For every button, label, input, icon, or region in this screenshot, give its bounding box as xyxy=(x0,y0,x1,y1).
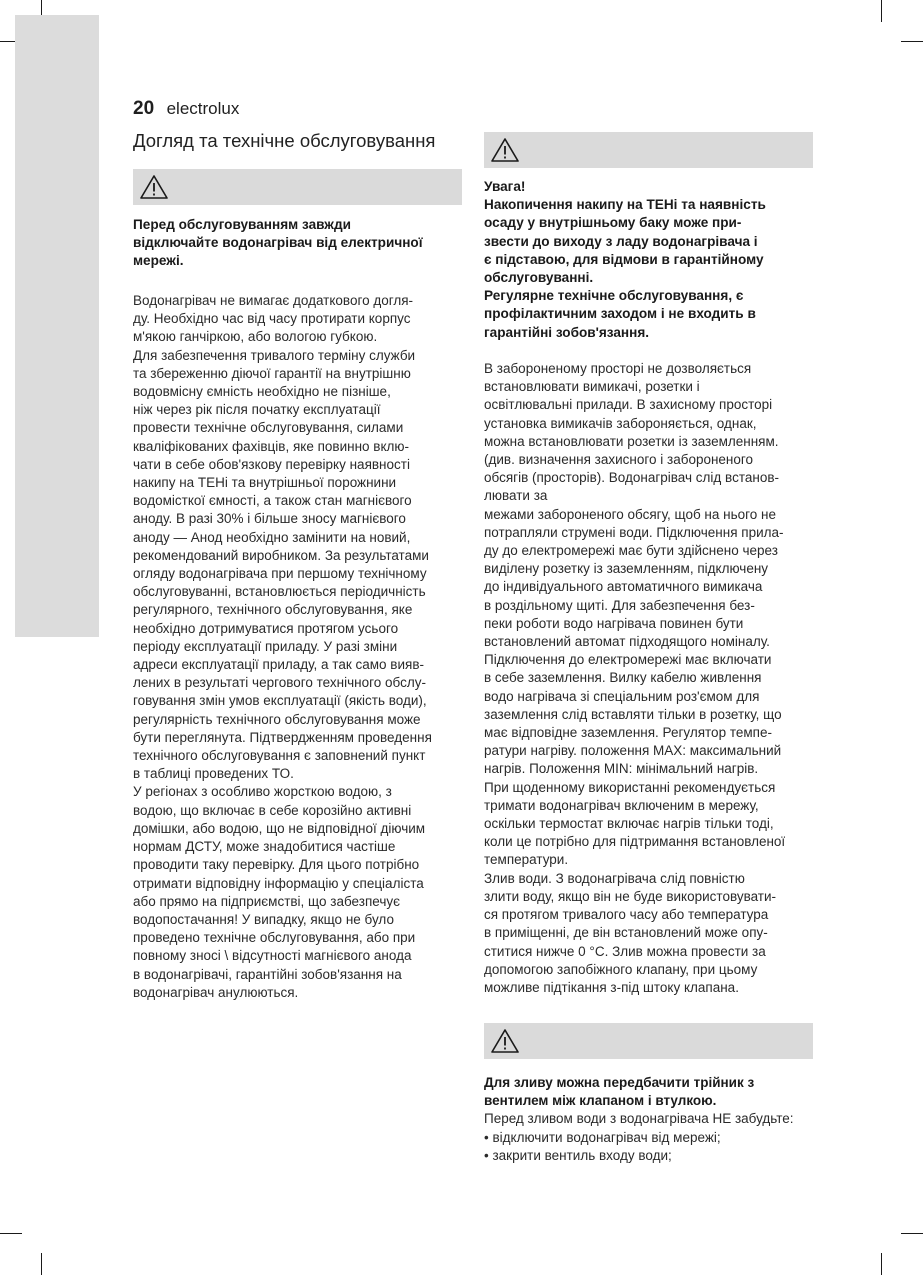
drain-step-line: Перед зливом води з водонагрівача НЕ забудьте: xyxy=(484,1111,794,1127)
warning-line: Увага! xyxy=(484,179,526,194)
body-line: водо нагрівача зі спеціальним роз'ємом для xyxy=(484,688,760,704)
body-line: тримати водонагрівач включеним в мережу, xyxy=(484,797,759,813)
body-line: Водонагрівач не вимагає додаткового догля- xyxy=(133,293,414,308)
body-line: отримати відповідну інформацію у спеціаліста xyxy=(133,875,424,891)
section-title: Догляд та технічне обслуговування xyxy=(133,130,436,151)
body-line: необхідно дотримуватися протягом усього xyxy=(133,620,399,636)
warning-triangle-icon xyxy=(490,136,520,164)
warning-line: є підставою, для відмови в гарантійному xyxy=(484,251,764,267)
warning-text-right-1 xyxy=(484,178,814,342)
body-line: проводити таку перевірку. Для цього потрібно xyxy=(133,857,420,873)
body-line: провести технічне обслуговування, силами xyxy=(133,420,404,436)
maintenance-body-text xyxy=(133,292,432,1002)
warning-line: профілактичним заходом і не входить в xyxy=(484,306,756,322)
body-line: потрапляли струмені води. Підключення прила- xyxy=(484,524,784,540)
warning-line: Регулярне технічне обслуговування, є xyxy=(484,288,744,304)
body-line: пеки роботи водо нагрівача повинен бути xyxy=(484,615,744,631)
crop-mark xyxy=(901,1233,923,1234)
warning-bar-right-2 xyxy=(484,1023,813,1059)
crop-mark xyxy=(881,1253,882,1275)
body-line: освітлювальні прилади. В захисному просторі xyxy=(484,397,773,413)
warning-line: відключайте водонагрівач від електричної xyxy=(133,235,423,251)
body-line: виділену розетку із заземленням, підключену xyxy=(484,561,769,577)
body-line: проведено технічне обслуговування, або при xyxy=(133,930,416,946)
body-line: та збереженню діючої гарантії на внутрішню xyxy=(133,365,411,381)
body-line: ду до електромережі має бути здійснено через xyxy=(484,543,778,559)
warning-line: Накопичення накипу на ТЕНі та наявність xyxy=(484,197,766,213)
body-line: ду. Необхідно час від часу протирати корпус xyxy=(133,311,411,327)
body-line: (див. визначення захисного і забороненого xyxy=(484,452,754,468)
body-line: в водонагрівачі, гарантійні зобов'язання на xyxy=(133,966,402,982)
body-line: оскільки термостат включає нагрів тільки тоді, xyxy=(484,816,774,832)
warning-text-left xyxy=(133,216,463,271)
brand-name: electrolux xyxy=(166,99,240,118)
body-line: нормам ДСТУ, може знадобитися частіше xyxy=(133,839,396,855)
body-line: нагрів. Положення MIN: мінімальний нагрів. xyxy=(484,761,759,777)
installation-body-text xyxy=(484,360,785,997)
crop-mark xyxy=(41,1253,42,1275)
drain-warning-line: вентилем між клапаном і втулкою. xyxy=(484,1093,717,1109)
body-line: технічного обслуговування є заповнений пункт xyxy=(133,748,426,764)
drain-step-line: • закрити вентиль входу води; xyxy=(484,1147,672,1163)
body-line: ратури нагріву. положення MAX: максимальний xyxy=(484,743,782,759)
body-line: межами забороненого обсягу, щоб на нього не xyxy=(484,506,776,522)
body-line: У регіонах з особливо жорсткою водою, з xyxy=(133,784,392,800)
body-line: водою, що включає в себе корозійно активні xyxy=(133,802,412,818)
body-line: водонагрівач анулюються. xyxy=(133,984,299,1000)
body-line: в приміщенні, де він встановлений може опу- xyxy=(484,925,768,941)
crop-mark xyxy=(0,1233,22,1234)
body-line: рекомендований виробником. За результатами xyxy=(133,547,429,563)
page-number: 20 xyxy=(133,98,155,119)
crop-mark xyxy=(901,41,923,42)
drain-step-line: • відключити водонагрівач від мережі; xyxy=(484,1129,721,1145)
body-line: можливе підтікання з-під штоку клапана. xyxy=(484,979,739,995)
warning-line: гарантійні зобов'язання. xyxy=(484,324,650,340)
body-line: огляду водонагрівача при першому технічному xyxy=(133,566,427,582)
body-line: періоду експлуатації приладу. У разі зміни xyxy=(133,638,398,654)
crop-mark xyxy=(881,0,882,22)
body-line: водомісткої ємності, а також стан магнієвого xyxy=(133,493,412,509)
body-line: має відповідне заземлення. Регулятор темпе- xyxy=(484,725,772,741)
body-line: коли це потрібно для підтримання встановленої xyxy=(484,834,786,850)
warning-bar-right-1 xyxy=(484,132,813,168)
body-line: або прямо на підприємстві, що забезпечує xyxy=(133,893,400,909)
body-line: можна встановлювати розетки із заземленням. xyxy=(484,433,779,449)
body-line: аноду — Анод необхідно замінити на новий, xyxy=(133,529,411,545)
body-line: водопостачання! У випадку, якщо не було xyxy=(133,911,394,927)
body-line: установка вимикачів забороняється, однак, xyxy=(484,415,757,431)
body-line: бути переглянута. Підтвердженням проведення xyxy=(133,729,432,745)
body-line: в себе заземлення. Вилку кабелю живлення xyxy=(484,670,762,686)
body-line: заземлення слід вставляти тільки в розетку, що xyxy=(484,706,782,722)
warning-line: осаду у внутрішньому баку може при- xyxy=(484,215,742,231)
warning-bar-left xyxy=(133,169,462,205)
body-line: кваліфікованих фахівців, яке повинно вклю- xyxy=(133,438,410,454)
body-line: м'якою ганчіркою, або вологою губкою. xyxy=(133,329,378,345)
body-line: В забороненому просторі не дозволяється xyxy=(484,361,752,376)
body-line: до індивідуального автоматичного вимикача xyxy=(484,579,763,595)
body-line: ститися нижче 0 °С. Злив можна провести за xyxy=(484,943,766,959)
body-line: температури. xyxy=(484,852,569,868)
body-line: домішки, або водою, що не відповідної діючим xyxy=(133,820,426,836)
body-line: При щоденному використанні рекомендується xyxy=(484,779,776,795)
body-line: ся протягом тривалого часу або температура xyxy=(484,907,769,923)
body-line: встановлювати вимикачі, розетки і xyxy=(484,379,700,395)
warning-line: мережі. xyxy=(133,253,184,269)
body-line: водовмісну ємність необхідно не пізніше, xyxy=(133,384,391,400)
body-line: в роздільному щиті. Для забезпечення без- xyxy=(484,597,755,613)
body-line: допомогою запобіжного клапану, при цьому xyxy=(484,961,758,977)
drain-warning-line: Для зливу можна передбачити трійник з xyxy=(484,1075,755,1090)
body-line: накипу на ТЕНі та внутрішньої порожнини xyxy=(133,475,397,491)
body-line: Злив води. З водонагрівача слід повністю xyxy=(484,870,745,886)
body-line: чати в себе обов'язкову перевірку наявності xyxy=(133,456,410,472)
body-line: регулярного, технічного обслуговування, яке xyxy=(133,602,413,618)
body-line: встановлений автомат підходящого номіналу. xyxy=(484,634,770,650)
warning-line: звести до виходу з ладу водонагрівача і xyxy=(484,233,758,249)
body-line: регулярність технічного обслуговування може xyxy=(133,711,421,727)
body-line: лених в результаті чергового технічного обслу- xyxy=(133,675,426,691)
body-line: Підключення до електромережі має включати xyxy=(484,652,772,668)
body-line: обсягів (просторів). Водонагрівач слід встанов- xyxy=(484,470,779,486)
body-line: повному зносі \ відсутності магнієвого анода xyxy=(133,948,412,964)
warning-line: обслуговуванні. xyxy=(484,270,594,286)
body-line: Для забезпечення тривалого терміну служби xyxy=(133,347,416,363)
side-tab-bar xyxy=(15,15,99,637)
body-line: лювати за xyxy=(484,488,548,504)
body-line: говування змін умов експлуатації (якість води), xyxy=(133,693,427,709)
body-line: злити воду, якщо він не буде використовувати- xyxy=(484,888,777,904)
body-line: ніж через рік після початку експлуатації xyxy=(133,402,381,418)
body-line: в таблиці проведених ТО. xyxy=(133,766,294,782)
warning-line: Перед обслуговуванням завжди xyxy=(133,217,351,232)
body-line: аноду. В разі 30% і більше зносу магнієвого xyxy=(133,511,406,527)
body-line: обслуговуванні, встановлюється періодичність xyxy=(133,584,426,600)
warning-triangle-icon xyxy=(490,1027,520,1055)
page-header xyxy=(133,98,239,120)
body-line: адреси експлуатації приладу, а так само вияв- xyxy=(133,657,424,673)
drain-instructions xyxy=(484,1074,794,1165)
warning-triangle-icon xyxy=(139,173,169,201)
